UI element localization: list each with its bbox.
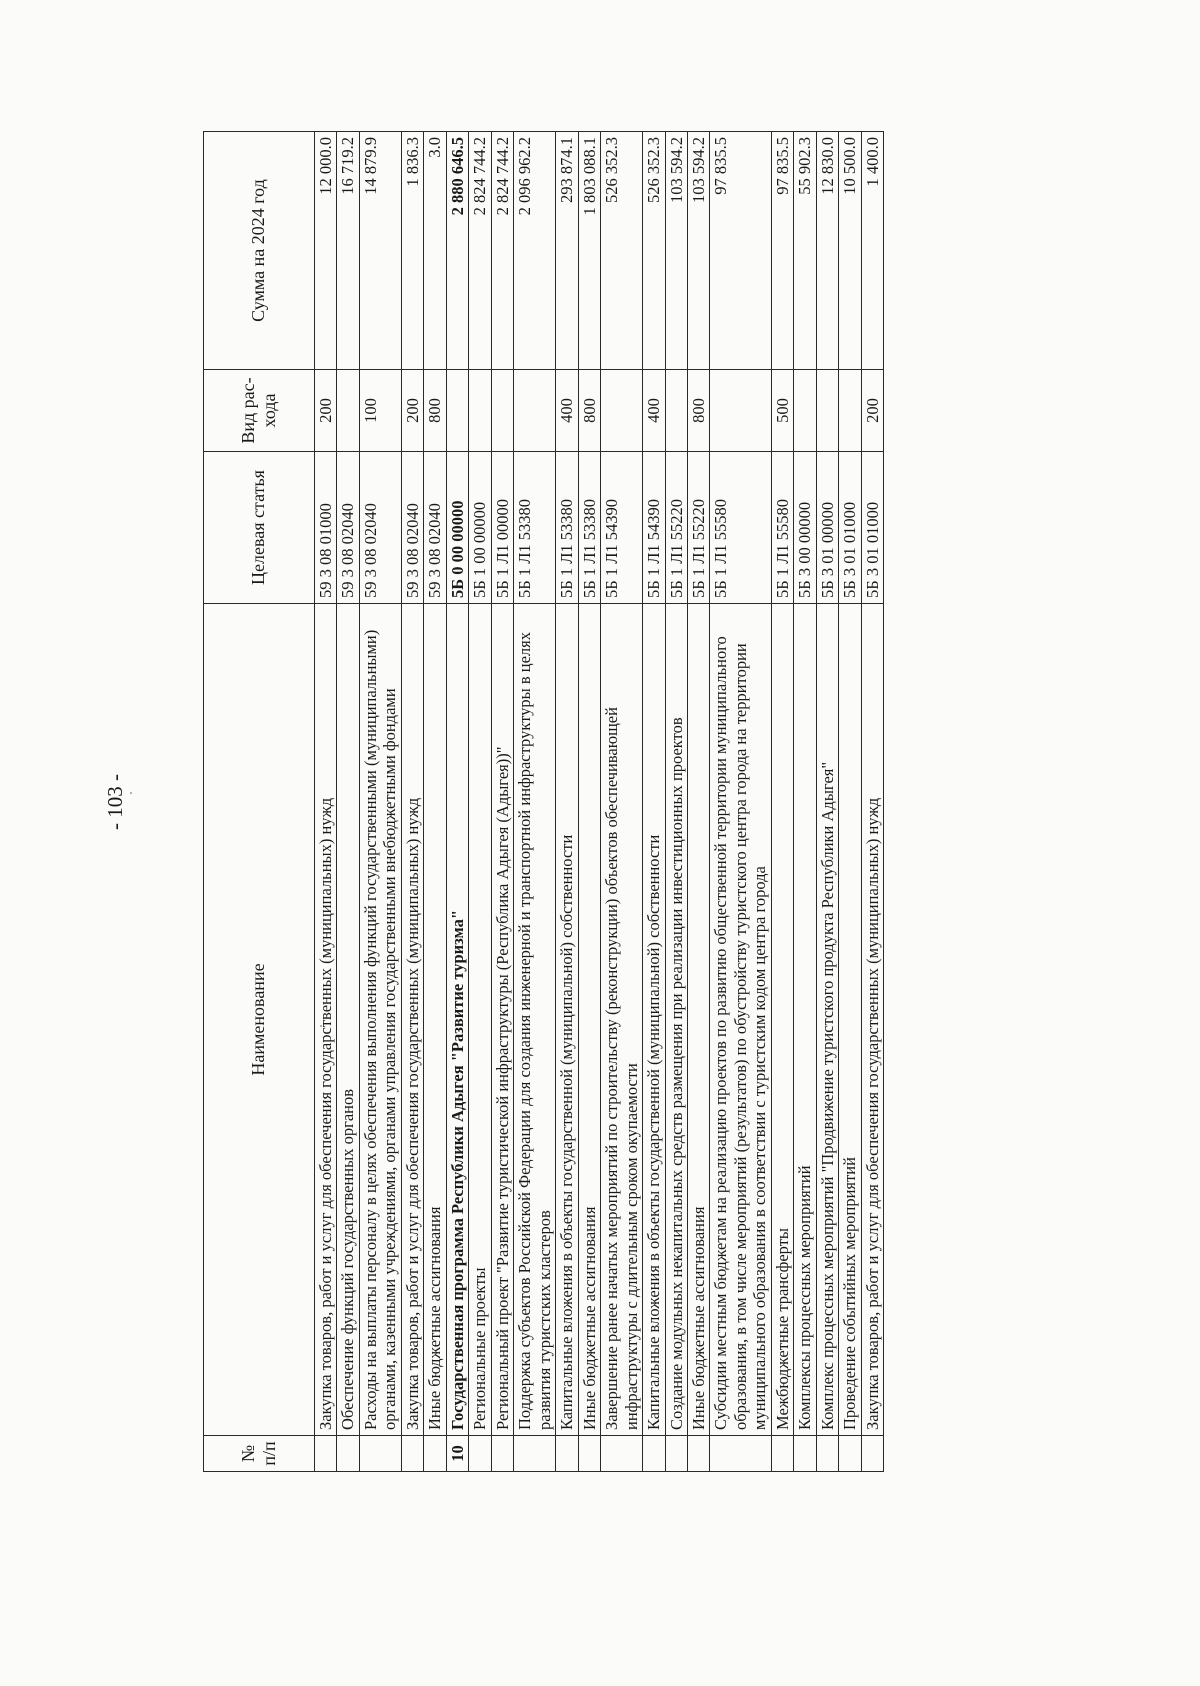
row-target-cell: 59 3 08 02040: [337, 452, 359, 604]
table-row: [643, 132, 665, 1472]
row-name-cell: Комплексы процессных мероприятий: [794, 604, 816, 1436]
row-num-cell: [578, 1436, 600, 1472]
row-num-cell: [401, 1436, 423, 1472]
row-num-cell: 10: [446, 1436, 468, 1472]
table-row: [469, 132, 491, 1472]
row-sum-cell: 10 500.0: [839, 132, 861, 370]
header-kind: Вид рас- хода: [204, 370, 315, 452]
row-kind-cell: [710, 370, 771, 452]
row-sum-cell: 2 824 744.2: [491, 132, 513, 370]
row-kind-cell: [337, 370, 359, 452]
row-target-cell: 5Б 1 Л1 00000: [491, 452, 513, 604]
row-name-cell: Закупка товаров, работ и услуг для обеспечения государственных (муниципальных) нужд: [861, 604, 883, 1436]
row-name-cell: Субсидии местным бюджетам на реализацию проектов по развитию общественной территории муниципального образования, в том числе мероприятий (результатов) по обустройству туристского центра города на территории муниципального образования в соответствии с туристским кодом центра города: [710, 604, 771, 1436]
row-kind-cell: 800: [578, 370, 600, 452]
row-target-cell: 5Б 3 01 01000: [861, 452, 883, 604]
row-name-cell: Поддержка субъектов Российской Федерации для создания инженерной и транспортной инфраструктуры в целях развития туристских кластеров: [514, 604, 556, 1436]
row-num-cell: [556, 1436, 578, 1472]
table-row: [839, 132, 861, 1472]
row-name-cell: Государственная программа Республики Адыгея "Развитие туризма": [446, 604, 468, 1436]
row-kind-cell: 200: [315, 370, 337, 452]
row-target-cell: 5Б 3 01 00000: [816, 452, 838, 604]
table-row: [578, 132, 600, 1472]
row-sum-cell: 2 824 744.2: [469, 132, 491, 370]
row-name-cell: Иные бюджетные ассигнования: [424, 604, 446, 1436]
row-sum-cell: 1 400.0: [861, 132, 883, 370]
row-target-cell: 5Б 1 Л1 54390: [643, 452, 665, 604]
row-kind-cell: 800: [687, 370, 709, 452]
row-kind-cell: 200: [861, 370, 883, 452]
table-body: [315, 132, 884, 1472]
row-sum-cell: 526 352.3: [601, 132, 643, 370]
row-num-cell: [514, 1436, 556, 1472]
table-header-row: [204, 132, 315, 1472]
row-name-cell: Межбюджетные трансферты: [771, 604, 793, 1436]
table-row: [424, 132, 446, 1472]
table-row: [816, 132, 838, 1472]
row-sum-cell: 3.0: [424, 132, 446, 370]
table-row: [491, 132, 513, 1472]
rotated-page-content: [85, 132, 1085, 1472]
table-row: [710, 132, 771, 1472]
table-row: [861, 132, 883, 1472]
row-name-cell: Создание модульных некапитальных средств размещения при реализации инвестиционных проектов: [665, 604, 687, 1436]
row-sum-cell: 103 594.2: [687, 132, 709, 370]
row-target-cell: 59 3 08 02040: [401, 452, 423, 604]
row-sum-cell: 1 803 088.1: [578, 132, 600, 370]
row-num-cell: [424, 1436, 446, 1472]
row-num-cell: [771, 1436, 793, 1472]
row-kind-cell: 200: [401, 370, 423, 452]
row-sum-cell: 2 880 646.5: [446, 132, 468, 370]
row-target-cell: 5Б 1 Л1 55220: [665, 452, 687, 604]
row-target-cell: 5Б 1 Л1 53380: [556, 452, 578, 604]
row-sum-cell: 12 000.0: [315, 132, 337, 370]
row-name-cell: Региональные проекты: [469, 604, 491, 1436]
row-kind-cell: 400: [643, 370, 665, 452]
row-num-cell: [794, 1436, 816, 1472]
row-target-cell: 5Б 1 00 00000: [469, 452, 491, 604]
row-num-cell: [469, 1436, 491, 1472]
row-kind-cell: 100: [359, 370, 401, 452]
table-row: [771, 132, 793, 1472]
table-row: [687, 132, 709, 1472]
row-num-cell: [491, 1436, 513, 1472]
row-sum-cell: 2 096 962.2: [514, 132, 556, 370]
row-sum-cell: 103 594.2: [665, 132, 687, 370]
row-sum-cell: 12 830.0: [816, 132, 838, 370]
row-name-cell: Проведение событийных мероприятий: [839, 604, 861, 1436]
row-name-cell: Закупка товаров, работ и услуг для обеспечения государственных (муниципальных) нужд: [315, 604, 337, 1436]
row-num-cell: [315, 1436, 337, 1472]
row-target-cell: 5Б 3 01 01000: [839, 452, 861, 604]
table-row: [514, 132, 556, 1472]
row-num-cell: [337, 1436, 359, 1472]
row-target-cell: 5Б 1 Л1 55220: [687, 452, 709, 604]
row-target-cell: 5Б 1 Л1 53380: [514, 452, 556, 604]
row-num-cell: [839, 1436, 861, 1472]
row-kind-cell: [601, 370, 643, 452]
row-target-cell: 59 3 08 02040: [359, 452, 401, 604]
row-target-cell: 59 3 08 01000: [315, 452, 337, 604]
table-row: [665, 132, 687, 1472]
row-kind-cell: [446, 370, 468, 452]
row-target-cell: 5Б 1 Л1 55580: [710, 452, 771, 604]
row-sum-cell: 16 719.2: [337, 132, 359, 370]
row-kind-cell: 500: [771, 370, 793, 452]
header-num: № п/п: [204, 1436, 315, 1472]
row-name-cell: Завершение ранее начатых мероприятий по строительству (реконструкции) объектов обеспечивающей инфраструктуры с длительным сроком окупаемости: [601, 604, 643, 1436]
header-target: Целевая статья: [204, 452, 315, 604]
row-num-cell: [601, 1436, 643, 1472]
row-target-cell: 5Б 3 00 00000: [794, 452, 816, 604]
row-name-cell: Капитальные вложения в объекты государственной (муниципальной) собственности: [556, 604, 578, 1436]
row-sum-cell: 14 879.9: [359, 132, 401, 370]
row-name-cell: Региональный проект "Развитие туристической инфраструктуры (Республика Адыгея (Адыгея))": [491, 604, 513, 1436]
table-row: [315, 132, 337, 1472]
table-row: [401, 132, 423, 1472]
row-sum-cell: 97 835.5: [710, 132, 771, 370]
row-target-cell: 5Б 1 Л1 53380: [578, 452, 600, 604]
row-sum-cell: 293 874.1: [556, 132, 578, 370]
row-target-cell: 5Б 1 Л1 54390: [601, 452, 643, 604]
row-num-cell: [710, 1436, 771, 1472]
header-name: Наименование: [204, 604, 315, 1436]
row-name-cell: Закупка товаров, работ и услуг для обеспечения государственных (муниципальных) нужд: [401, 604, 423, 1436]
row-name-cell: Комплекс процессных мероприятий "Продвижение туристского продукта Республики Адыгея": [816, 604, 838, 1436]
header-sum: Сумма на 2024 год: [204, 132, 315, 370]
row-kind-cell: [665, 370, 687, 452]
row-kind-cell: [816, 370, 838, 452]
row-kind-cell: [469, 370, 491, 452]
table-row: [446, 132, 468, 1472]
row-num-cell: [816, 1436, 838, 1472]
row-target-cell: 5Б 0 00 00000: [446, 452, 468, 604]
row-name-cell: Капитальные вложения в объекты государственной (муниципальной) собственности: [643, 604, 665, 1436]
row-name-cell: Обеспечение функций государственных органов: [337, 604, 359, 1436]
row-name-cell: Расходы на выплаты персоналу в целях обеспечения выполнения функций государственными (муниципальными) органами, казенными учреждениями, органами управления государственными внебюджетными фондами: [359, 604, 401, 1436]
table-row: [337, 132, 359, 1472]
row-sum-cell: 97 835.5: [771, 132, 793, 370]
row-num-cell: [643, 1436, 665, 1472]
row-num-cell: [665, 1436, 687, 1472]
row-kind-cell: [491, 370, 513, 452]
row-sum-cell: 526 352.3: [643, 132, 665, 370]
row-kind-cell: 800: [424, 370, 446, 452]
page-number: - 103 -: [103, 774, 127, 830]
row-kind-cell: 400: [556, 370, 578, 452]
budget-table: [203, 131, 884, 1472]
row-kind-cell: [794, 370, 816, 452]
row-kind-cell: [839, 370, 861, 452]
row-sum-cell: 55 902.3: [794, 132, 816, 370]
row-name-cell: Иные бюджетные ассигнования: [687, 604, 709, 1436]
table-row: [359, 132, 401, 1472]
table-row: [794, 132, 816, 1472]
row-num-cell: [687, 1436, 709, 1472]
table-row: [601, 132, 643, 1472]
row-num-cell: [359, 1436, 401, 1472]
row-target-cell: 59 3 08 02040: [424, 452, 446, 604]
table-row: [556, 132, 578, 1472]
row-kind-cell: [514, 370, 556, 452]
row-sum-cell: 1 836.3: [401, 132, 423, 370]
row-name-cell: Иные бюджетные ассигнования: [578, 604, 600, 1436]
row-target-cell: 5Б 1 Л1 55580: [771, 452, 793, 604]
row-num-cell: [861, 1436, 883, 1472]
